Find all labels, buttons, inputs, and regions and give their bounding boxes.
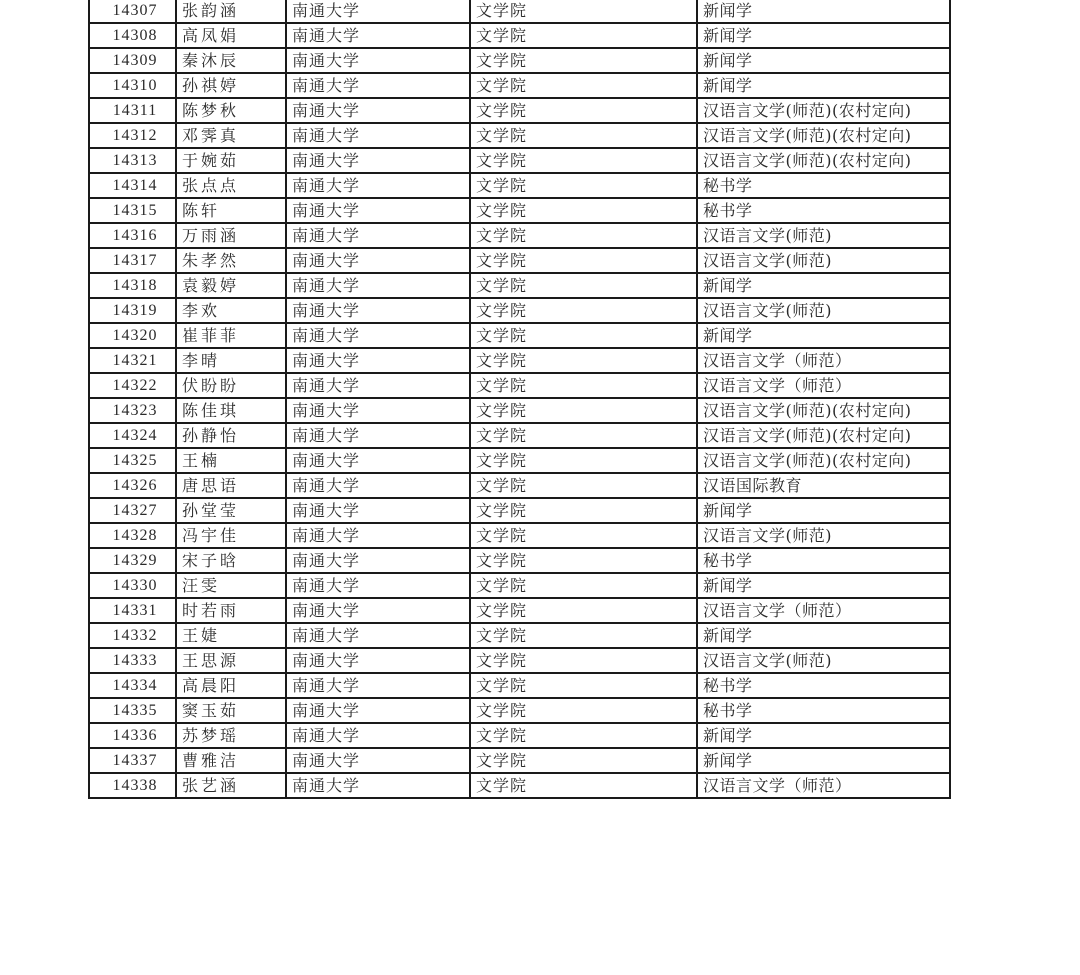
cell-id: 14336 [89, 723, 176, 748]
cell-school: 南通大学 [286, 398, 470, 423]
cell-name: 陈轩 [176, 198, 286, 223]
cell-college: 文学院 [470, 698, 697, 723]
cell-school: 南通大学 [286, 348, 470, 373]
cell-name: 宋子晗 [176, 548, 286, 573]
cell-name: 冯宇佳 [176, 523, 286, 548]
cell-id: 14308 [89, 23, 176, 48]
table-row [89, 348, 950, 373]
cell-college: 文学院 [470, 673, 697, 698]
table-row [89, 448, 950, 473]
cell-major: 新闻学 [697, 323, 950, 348]
cell-major: 新闻学 [697, 573, 950, 598]
cell-college: 文学院 [470, 298, 697, 323]
cell-school: 南通大学 [286, 673, 470, 698]
cell-major: 新闻学 [697, 273, 950, 298]
cell-id: 14325 [89, 448, 176, 473]
cell-name: 苏梦瑶 [176, 723, 286, 748]
cell-id: 14311 [89, 98, 176, 123]
cell-college: 文学院 [470, 348, 697, 373]
cell-major: 新闻学 [697, 723, 950, 748]
cell-name: 崔菲菲 [176, 323, 286, 348]
cell-name: 高凤娟 [176, 23, 286, 48]
cell-name: 孙祺婷 [176, 73, 286, 98]
cell-school: 南通大学 [286, 473, 470, 498]
cell-school: 南通大学 [286, 23, 470, 48]
cell-major: 汉语言文学(师范)(农村定向) [697, 398, 950, 423]
cell-name: 窦玉茹 [176, 698, 286, 723]
cell-school: 南通大学 [286, 723, 470, 748]
cell-school: 南通大学 [286, 73, 470, 98]
cell-name: 王楠 [176, 448, 286, 473]
table-row [89, 23, 950, 48]
cell-name: 李晴 [176, 348, 286, 373]
cell-id: 14321 [89, 348, 176, 373]
table-row [89, 373, 950, 398]
cell-id: 14331 [89, 598, 176, 623]
cell-college: 文学院 [470, 273, 697, 298]
cell-id: 14307 [89, 0, 176, 23]
cell-college: 文学院 [470, 398, 697, 423]
cell-college: 文学院 [470, 223, 697, 248]
cell-school: 南通大学 [286, 298, 470, 323]
cell-major: 新闻学 [697, 48, 950, 73]
table-row [89, 98, 950, 123]
cell-school: 南通大学 [286, 223, 470, 248]
cell-id: 14329 [89, 548, 176, 573]
cell-id: 14338 [89, 773, 176, 798]
cell-id: 14313 [89, 148, 176, 173]
table-row [89, 698, 950, 723]
cell-college: 文学院 [470, 548, 697, 573]
table-row [89, 573, 950, 598]
cell-college: 文学院 [470, 773, 697, 798]
cell-college: 文学院 [470, 723, 697, 748]
table-row [89, 623, 950, 648]
cell-school: 南通大学 [286, 773, 470, 798]
cell-major: 汉语言文学（师范） [697, 373, 950, 398]
cell-college: 文学院 [470, 748, 697, 773]
cell-college: 文学院 [470, 448, 697, 473]
cell-name: 秦沐辰 [176, 48, 286, 73]
cell-school: 南通大学 [286, 748, 470, 773]
cell-college: 文学院 [470, 523, 697, 548]
cell-college: 文学院 [470, 248, 697, 273]
cell-id: 14332 [89, 623, 176, 648]
cell-school: 南通大学 [286, 523, 470, 548]
cell-major: 新闻学 [697, 623, 950, 648]
cell-id: 14333 [89, 648, 176, 673]
cell-id: 14330 [89, 573, 176, 598]
cell-id: 14322 [89, 373, 176, 398]
cell-id: 14324 [89, 423, 176, 448]
table-row [89, 173, 950, 198]
cell-major: 秘书学 [697, 548, 950, 573]
cell-name: 朱孝然 [176, 248, 286, 273]
table-row [89, 273, 950, 298]
cell-college: 文学院 [470, 0, 697, 23]
table-row [89, 523, 950, 548]
cell-college: 文学院 [470, 323, 697, 348]
cell-id: 14318 [89, 273, 176, 298]
cell-college: 文学院 [470, 423, 697, 448]
table-row [89, 48, 950, 73]
cell-name: 汪雯 [176, 573, 286, 598]
cell-school: 南通大学 [286, 48, 470, 73]
cell-school: 南通大学 [286, 498, 470, 523]
cell-college: 文学院 [470, 73, 697, 98]
cell-major: 汉语言文学（师范） [697, 773, 950, 798]
cell-id: 14317 [89, 248, 176, 273]
cell-school: 南通大学 [286, 173, 470, 198]
cell-major: 汉语国际教育 [697, 473, 950, 498]
cell-school: 南通大学 [286, 623, 470, 648]
table-row [89, 148, 950, 173]
table-row [89, 673, 950, 698]
table-row [89, 598, 950, 623]
cell-school: 南通大学 [286, 98, 470, 123]
table-row [89, 473, 950, 498]
cell-school: 南通大学 [286, 548, 470, 573]
cell-college: 文学院 [470, 598, 697, 623]
cell-school: 南通大学 [286, 448, 470, 473]
cell-id: 14320 [89, 323, 176, 348]
student-roster-table [88, 0, 951, 799]
cell-college: 文学院 [470, 173, 697, 198]
cell-school: 南通大学 [286, 698, 470, 723]
cell-school: 南通大学 [286, 323, 470, 348]
cell-major: 汉语言文学(师范)(农村定向) [697, 148, 950, 173]
cell-school: 南通大学 [286, 273, 470, 298]
cell-college: 文学院 [470, 198, 697, 223]
cell-name: 万雨涵 [176, 223, 286, 248]
cell-id: 14315 [89, 198, 176, 223]
cell-school: 南通大学 [286, 373, 470, 398]
cell-name: 孙静怡 [176, 423, 286, 448]
table-row [89, 723, 950, 748]
cell-id: 14316 [89, 223, 176, 248]
table-row [89, 73, 950, 98]
table-row [89, 748, 950, 773]
roster-body [89, 0, 950, 798]
cell-college: 文学院 [470, 148, 697, 173]
cell-name: 张点点 [176, 173, 286, 198]
cell-school: 南通大学 [286, 423, 470, 448]
cell-college: 文学院 [470, 473, 697, 498]
cell-major: 汉语言文学（师范） [697, 348, 950, 373]
cell-school: 南通大学 [286, 248, 470, 273]
cell-major: 汉语言文学（师范） [697, 598, 950, 623]
cell-id: 14326 [89, 473, 176, 498]
table-row [89, 423, 950, 448]
cell-college: 文学院 [470, 373, 697, 398]
cell-id: 14334 [89, 673, 176, 698]
cell-college: 文学院 [470, 123, 697, 148]
cell-major: 汉语言文学(师范) [697, 523, 950, 548]
cell-major: 秘书学 [697, 173, 950, 198]
table-row [89, 223, 950, 248]
cell-major: 汉语言文学(师范)(农村定向) [697, 423, 950, 448]
cell-id: 14335 [89, 698, 176, 723]
cell-college: 文学院 [470, 648, 697, 673]
cell-major: 新闻学 [697, 498, 950, 523]
cell-name: 邓霁真 [176, 123, 286, 148]
cell-name: 伏盼盼 [176, 373, 286, 398]
cell-major: 汉语言文学(师范) [697, 648, 950, 673]
table-row [89, 323, 950, 348]
cell-college: 文学院 [470, 23, 697, 48]
cell-major: 秘书学 [697, 673, 950, 698]
table-row [89, 298, 950, 323]
cell-name: 袁毅婷 [176, 273, 286, 298]
cell-name: 唐思语 [176, 473, 286, 498]
cell-name: 曹雅洁 [176, 748, 286, 773]
cell-school: 南通大学 [286, 198, 470, 223]
cell-major: 汉语言文学(师范) [697, 223, 950, 248]
cell-college: 文学院 [470, 498, 697, 523]
cell-major: 新闻学 [697, 23, 950, 48]
table-row [89, 198, 950, 223]
cell-id: 14328 [89, 523, 176, 548]
cell-school: 南通大学 [286, 148, 470, 173]
cell-id: 14337 [89, 748, 176, 773]
table-row [89, 773, 950, 798]
cell-major: 汉语言文学(师范)(农村定向) [697, 448, 950, 473]
table-row [89, 498, 950, 523]
cell-id: 14310 [89, 73, 176, 98]
cell-name: 张艺涵 [176, 773, 286, 798]
cell-major: 秘书学 [697, 198, 950, 223]
table-row [89, 248, 950, 273]
cell-name: 李欢 [176, 298, 286, 323]
cell-id: 14327 [89, 498, 176, 523]
cell-id: 14309 [89, 48, 176, 73]
cell-college: 文学院 [470, 48, 697, 73]
table-row [89, 0, 950, 23]
cell-major: 新闻学 [697, 0, 950, 23]
table-row [89, 123, 950, 148]
cell-name: 陈梦秋 [176, 98, 286, 123]
cell-major: 新闻学 [697, 748, 950, 773]
cell-school: 南通大学 [286, 648, 470, 673]
cell-school: 南通大学 [286, 598, 470, 623]
cell-school: 南通大学 [286, 0, 470, 23]
cell-major: 秘书学 [697, 698, 950, 723]
cell-major: 汉语言文学(师范)(农村定向) [697, 123, 950, 148]
cell-college: 文学院 [470, 573, 697, 598]
cell-college: 文学院 [470, 623, 697, 648]
table-row [89, 548, 950, 573]
table-row [89, 648, 950, 673]
cell-name: 王思源 [176, 648, 286, 673]
cell-school: 南通大学 [286, 123, 470, 148]
cell-name: 张韵涵 [176, 0, 286, 23]
cell-college: 文学院 [470, 98, 697, 123]
cell-name: 孙堂莹 [176, 498, 286, 523]
cell-id: 14312 [89, 123, 176, 148]
cell-name: 于婉茹 [176, 148, 286, 173]
cell-name: 陈佳琪 [176, 398, 286, 423]
cell-name: 高晨阳 [176, 673, 286, 698]
cell-name: 王婕 [176, 623, 286, 648]
cell-major: 汉语言文学(师范) [697, 298, 950, 323]
cell-major: 汉语言文学(师范)(农村定向) [697, 98, 950, 123]
cell-school: 南通大学 [286, 573, 470, 598]
cell-id: 14323 [89, 398, 176, 423]
cell-name: 时若雨 [176, 598, 286, 623]
table-row [89, 398, 950, 423]
cell-major: 新闻学 [697, 73, 950, 98]
cell-major: 汉语言文学(师范) [697, 248, 950, 273]
cell-id: 14314 [89, 173, 176, 198]
cell-id: 14319 [89, 298, 176, 323]
